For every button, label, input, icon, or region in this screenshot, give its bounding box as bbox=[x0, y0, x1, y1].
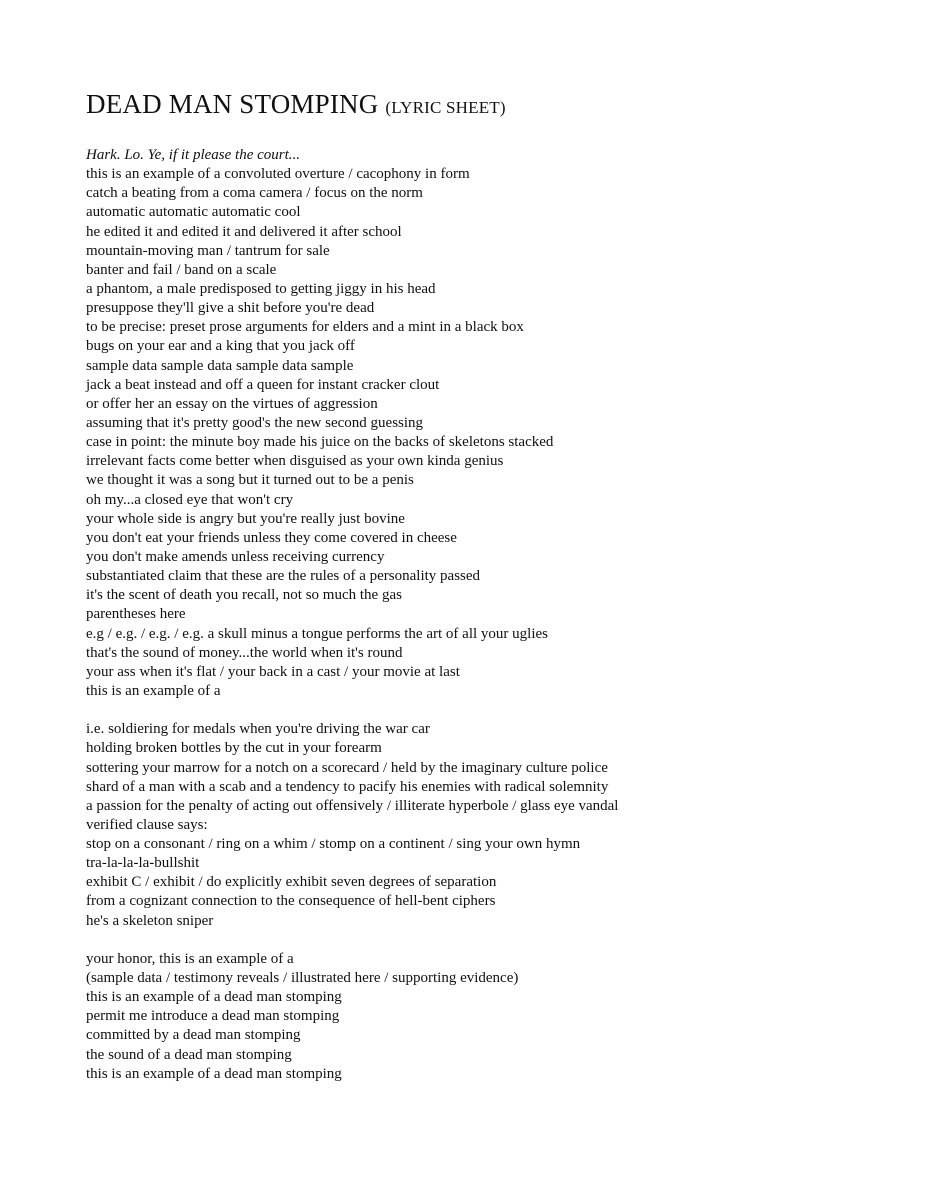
lyric-line: substantiated claim that these are the rules of a personality passed bbox=[86, 568, 481, 585]
lyric-line: we thought it was a song but it turned out to be a penis bbox=[86, 472, 414, 489]
lyric-line: from a cognizant connection to the consequence of hell-bent ciphers bbox=[86, 893, 496, 910]
lyric-line: or offer her an essay on the virtues of aggression bbox=[86, 395, 378, 412]
lyric-line: irrelevant facts come better when disguised as your own kinda genius bbox=[86, 453, 504, 470]
lyric-line: presuppose they'll give a shit before you're dead bbox=[86, 300, 375, 317]
lyric-line: jack a beat instead and off a queen for instant cracker clout bbox=[86, 376, 440, 393]
lyric-line: holding broken bottles by the cut in your forearm bbox=[86, 740, 382, 757]
lyric-line: assuming that it's pretty good's the new second guessing bbox=[86, 414, 424, 431]
lyric-line: tra-la-la-la-bullshit bbox=[86, 855, 200, 872]
lyric-line: stop on a consonant / ring on a whim / stomp on a continent / sing your own hymn bbox=[86, 836, 581, 853]
title-subtitle: (LYRIC SHEET) bbox=[385, 98, 506, 117]
lyric-line: the sound of a dead man stomping bbox=[86, 1046, 292, 1063]
lyric-line: he edited it and edited it and delivered it after school bbox=[86, 223, 402, 240]
lyric-line: i.e. soldiering for medals when you're driving the war car bbox=[86, 721, 430, 738]
lyric-line: parentheses here bbox=[86, 606, 186, 623]
lyric-line: oh my...a closed eye that won't cry bbox=[86, 491, 294, 508]
lyric-line: verified clause says: bbox=[86, 816, 208, 833]
lyric-line: mountain-moving man / tantrum for sale bbox=[86, 242, 330, 259]
lyric-line: sample data sample data sample data sample bbox=[86, 357, 354, 374]
title-main: DEAD MAN STOMPING bbox=[86, 89, 379, 119]
lyric-line: case in point: the minute boy made his juice on the backs of skeletons stacked bbox=[86, 434, 554, 451]
lyric-line: this is an example of a bbox=[86, 682, 221, 699]
lyric-line: committed by a dead man stomping bbox=[86, 1027, 301, 1044]
lyrics-body bbox=[86, 146, 906, 1084]
stanza-break bbox=[86, 701, 906, 720]
lyric-line: this is an example of a convoluted overture / cacophony in form bbox=[86, 166, 470, 183]
lyric-line: automatic automatic automatic cool bbox=[86, 204, 301, 221]
lyric-line: this is an example of a dead man stomping bbox=[86, 1065, 342, 1082]
lyric-line: sottering your marrow for a notch on a scorecard / held by the imaginary culture police bbox=[86, 759, 608, 776]
lyric-line: this is an example of a dead man stomping bbox=[86, 989, 342, 1006]
lyric-line: you don't eat your friends unless they come covered in cheese bbox=[86, 529, 457, 546]
intro-line: Hark. Lo. Ye, if it please the court... bbox=[86, 147, 301, 163]
stanza-break bbox=[86, 931, 906, 950]
lyric-line: exhibit C / exhibit / do explicitly exhibit seven degrees of separation bbox=[86, 874, 497, 891]
lyric-sheet-page bbox=[86, 86, 906, 1084]
document-title bbox=[86, 86, 906, 126]
lyric-line: he's a skeleton sniper bbox=[86, 912, 214, 929]
lyric-line: permit me introduce a dead man stomping bbox=[86, 1008, 340, 1025]
lyric-line: shard of a man with a scab and a tendency to pacify his enemies with radical solemnity bbox=[86, 778, 609, 795]
lyric-line: that's the sound of money...the world when it's round bbox=[86, 644, 403, 661]
lyric-line: bugs on your ear and a king that you jack off bbox=[86, 338, 355, 355]
lyric-line: it's the scent of death you recall, not so much the gas bbox=[86, 587, 402, 604]
lyric-line: your honor, this is an example of a bbox=[86, 950, 294, 967]
lyric-line: banter and fail / band on a scale bbox=[86, 261, 277, 278]
lyric-line: catch a beating from a coma camera / focus on the norm bbox=[86, 185, 423, 202]
lyric-line: (sample data / testimony reveals / illustrated here / supporting evidence) bbox=[86, 970, 519, 987]
lyric-line: you don't make amends unless receiving currency bbox=[86, 548, 385, 565]
lyric-line: a passion for the penalty of acting out offensively / illiterate hyperbole / glass eye vandal bbox=[86, 797, 619, 814]
lyric-line: a phantom, a male predisposed to getting jiggy in his head bbox=[86, 280, 436, 297]
lyric-line: your ass when it's flat / your back in a cast / your movie at last bbox=[86, 663, 460, 680]
lyric-line: e.g / e.g. / e.g. / e.g. a skull minus a tongue performs the art of all your uglies bbox=[86, 625, 548, 642]
lyric-line: your whole side is angry but you're really just bovine bbox=[86, 510, 405, 527]
lyric-line: to be precise: preset prose arguments for elders and a mint in a black box bbox=[86, 319, 524, 336]
